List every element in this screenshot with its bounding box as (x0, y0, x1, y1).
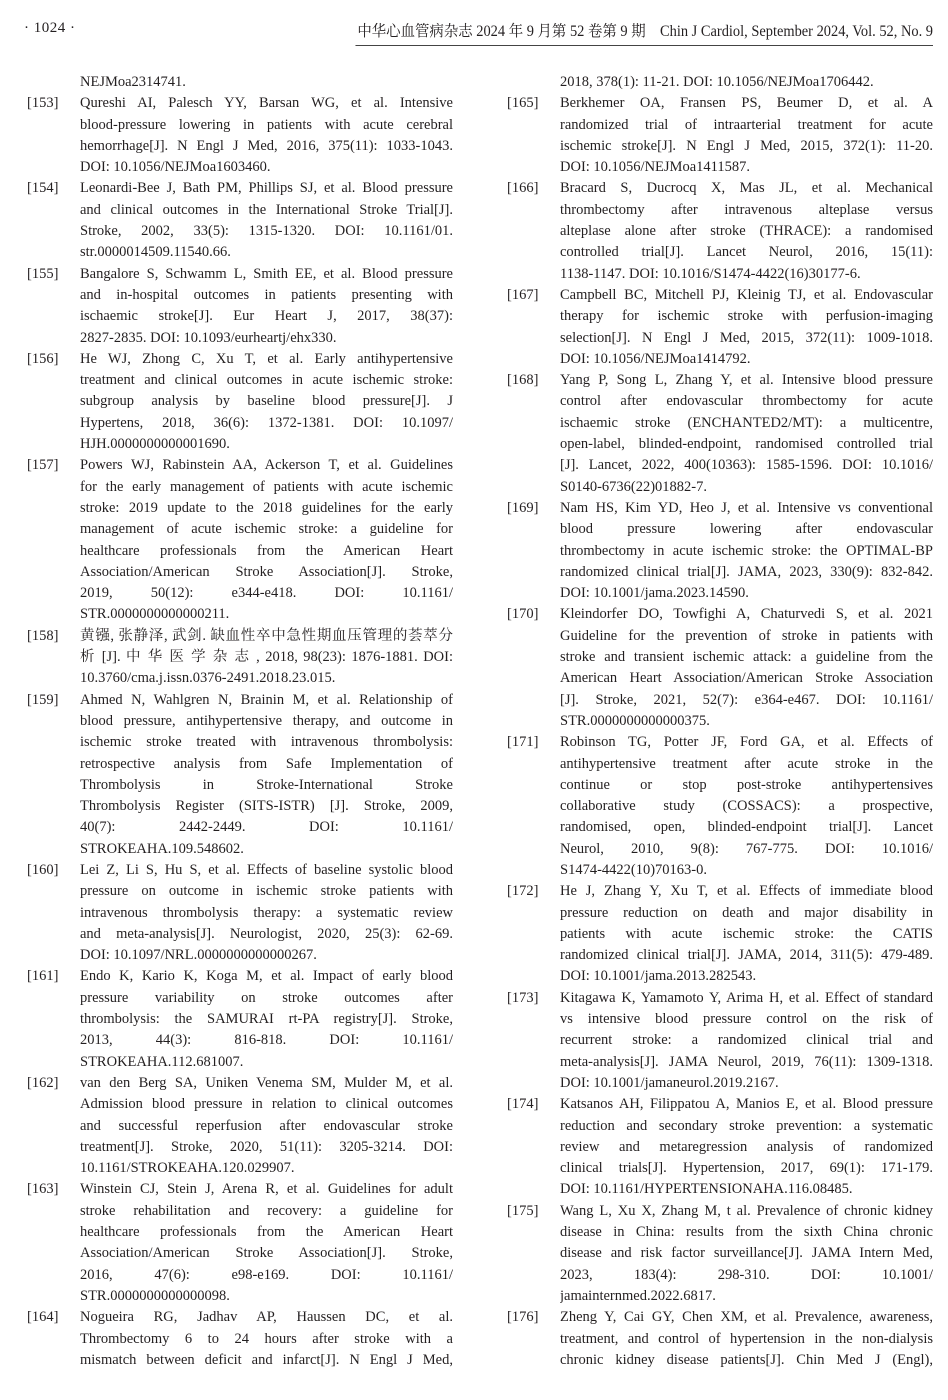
reference-line: Wang L, Xu X, Zhang M, t al. Prevalence of chronic kidney (560, 1202, 933, 1219)
reference-item (507, 1307, 933, 1371)
reference-line: [J]. Stroke, 2021, 52(7): e364-e467. DOI: 10.1161/ (560, 691, 933, 708)
reference-line: STR.0000000000000098. (80, 1287, 230, 1304)
reference-line: randomized clinical trial[J]. JAMA, 2014, 311(5): 479-489. (560, 947, 933, 964)
reference-number: [162] (27, 1074, 59, 1091)
reference-line: treatment and clinical outcomes in acute ischemic stroke: (80, 372, 453, 389)
reference-line: randomized trial of intraarterial treatment for acute (560, 116, 933, 133)
reference-text (560, 1201, 933, 1307)
reference-number: [160] (27, 861, 59, 878)
reference-line: 析 [J]. 中 华 医 学 杂 志 , 2018, 98(23): 1876-1881. DOI: (80, 649, 453, 666)
reference-line: DOI: 10.1097/NRL.0000000000000267. (80, 947, 317, 964)
reference-number: [154] (27, 180, 59, 197)
reference-line: DOI: 10.1161/HYPERTENSIONAHA.116.08485. (560, 1181, 853, 1198)
reference-line: Katsanos AH, Filippatou A, Manios E, et al. Blood pressure (560, 1096, 933, 1113)
reference-line: 黄镪, 张静泽, 武剑. 缺血性卒中急性期血压管理的荟萃分 (80, 627, 453, 644)
reference-item (27, 690, 453, 860)
reference-line: pressure variability on stroke outcomes after (80, 989, 453, 1006)
reference-line: treatment, and control of hypertension in the non-dialysis (560, 1330, 933, 1347)
reference-line: jamainternmed.2022.6817. (560, 1287, 716, 1304)
running-header-journal: 中华心血管病杂志 2024 年 9 月第 52 卷第 9 期 Chin J Cardiol, September 2024, Vol. 52, No. 9 (355, 19, 933, 46)
reference-item (27, 1179, 453, 1307)
reference-line: 2013, 44(3): 816-818. DOI: 10.1161/ (80, 1032, 453, 1049)
reference-item (507, 93, 933, 178)
reference-line: 2018, 378(1): 11-21. DOI: 10.1056/NEJMoa1706442. (560, 74, 874, 90)
reference-line: STR.0000000000000375. (560, 712, 710, 729)
reference-number: [172] (507, 883, 539, 900)
reference-item (507, 988, 933, 1094)
reference-line: ischemic stroke treated with intravenous thrombolysis: (80, 734, 453, 751)
reference-text (80, 1073, 453, 1179)
reference-line: 10.3760/cma.j.issn.0376-2491.2018.23.015. (80, 670, 336, 687)
reference-text (80, 93, 453, 178)
reference-line: STROKEAHA.112.681007. (80, 1053, 244, 1070)
reference-line: Stroke, 2002, 33(5): 1315-1320. DOI: 10.1161/01. (80, 223, 453, 240)
reference-line: ischemic stroke[J]. N Engl J Med, 2015, 372(1): 11-20. (560, 137, 933, 154)
reference-item (27, 264, 453, 349)
reference-line: reduction and secondary stroke prevention: a systematic (560, 1117, 933, 1134)
reference-column-right (507, 72, 933, 1371)
reference-number: [165] (507, 95, 539, 112)
reference-line: healthcare professionals from the American Heart (80, 542, 453, 559)
reference-text (80, 860, 453, 966)
reference-line: STR.0000000000000211. (80, 606, 230, 623)
reference-item (507, 178, 933, 284)
reference-number: [170] (507, 606, 539, 623)
reference-line: str.0000014509.11540.66. (80, 244, 231, 261)
reference-line: Association/American Stroke Association[J]. Stroke, (80, 1245, 453, 1262)
reference-line: thrombectomy in acute ischemic stroke: the OPTIMAL-BP (560, 542, 933, 559)
reference-line: DOI: 10.1001/jamaneurol.2019.2167. (560, 1074, 779, 1091)
reference-line: 2827-2835. DOI: 10.1093/eurheartj/ehx330. (80, 329, 337, 346)
reference-number: [156] (27, 350, 59, 367)
reference-item (27, 966, 453, 1072)
reference-line: Robinson TG, Potter JF, Ford GA, et al. Effects of (560, 734, 933, 751)
reference-line: DOI: 10.1056/NEJMoa1603460. (80, 159, 271, 176)
reference-text (80, 690, 453, 860)
reference-number: [159] (27, 691, 59, 708)
reference-line: He WJ, Zhong C, Xu T, et al. Early antihypertensive (80, 350, 453, 367)
reference-number: [173] (507, 989, 539, 1006)
reference-line: mismatch between deficit and infarct[J]. N Engl J Med, (80, 1351, 453, 1368)
reference-line: DOI: 10.1001/jama.2013.282543. (560, 968, 757, 985)
reference-line: open-label, blinded-endpoint, randomised controlled trial (560, 436, 933, 453)
reference-number: [175] (507, 1202, 539, 1219)
reference-line: Guideline for the prevention of stroke in patients with (560, 627, 933, 644)
reference-line: selection[J]. N Engl J Med, 2015, 372(11): 1009-1018. (560, 329, 933, 346)
reference-line: patients with acute ischemic stroke: the CATIS (560, 925, 933, 942)
reference-text (80, 178, 453, 263)
reference-item (507, 604, 933, 732)
reference-number: [168] (507, 372, 539, 389)
reference-line: continue or stop post-stroke antihypertensives (560, 776, 933, 793)
reference-line: treatment[J]. Stroke, 2020, 51(11): 3205-3214. DOI: (80, 1138, 453, 1155)
reference-item (27, 1073, 453, 1179)
reference-line: Thrombolysis Register (SITS-ISTR) [J]. Stroke, 2009, (80, 798, 453, 815)
reference-continuation (507, 72, 933, 93)
reference-line: Bracard S, Ducrocq X, Mas JL, et al. Mechanical (560, 180, 933, 197)
reference-line: S1474-4422(10)70163-0. (560, 861, 708, 878)
reference-number: [171] (507, 734, 539, 751)
reference-line: Berkhemer OA, Fransen PS, Beumer D, et al. A (560, 95, 933, 112)
reference-item (507, 732, 933, 881)
reference-line: disease in China: results from the sixth China chronic (560, 1224, 933, 1241)
reference-line: Leonardi-Bee J, Bath PM, Phillips SJ, et al. Blood pressure (80, 180, 453, 197)
reference-line: control after endovascular thrombectomy for acute (560, 393, 933, 410)
page-number: · 1024 · (24, 20, 76, 36)
reference-line: for the early management of patients with acute ischemic (80, 478, 453, 495)
reference-text (560, 881, 933, 987)
reference-text (560, 498, 933, 604)
reference-line: pressure on outcome in ischemic stroke patients with (80, 883, 453, 900)
reference-number: [169] (507, 499, 539, 516)
reference-line: American Heart Association/American Stroke Association (560, 670, 933, 687)
reference-item (27, 1307, 453, 1371)
reference-text (560, 988, 933, 1094)
reference-text (80, 72, 453, 93)
reference-item (507, 881, 933, 987)
reference-text (80, 349, 453, 455)
reference-number: [155] (27, 265, 59, 282)
reference-number: [167] (507, 286, 539, 303)
reference-line: blood-pressure lowering in patients with acute cerebral (80, 116, 453, 133)
reference-line: Yang P, Song L, Zhang Y, et al. Intensive blood pressure (560, 372, 933, 389)
reference-line: review and metaregression analysis of randomized (560, 1138, 933, 1155)
reference-line: [J]. Lancet, 2022, 400(10363): 1585-1596. DOI: 10.1016/ (560, 457, 933, 474)
reference-number: [153] (27, 95, 59, 112)
reference-line: intravenous thrombolysis therapy: a systematic review (80, 904, 453, 921)
reference-line: vs intensive blood pressure control on the risk of (560, 1011, 933, 1028)
reference-line: randomised, open, blinded-endpoint trial[J]. Lancet (560, 819, 933, 836)
reference-line: Nogueira RG, Jadhav AP, Haussen DC, et al. (80, 1309, 453, 1326)
reference-number (27, 72, 80, 93)
reference-line: Thrombectomy 6 to 24 hours after stroke with a (80, 1330, 453, 1347)
reference-text (560, 178, 933, 284)
reference-text (560, 72, 933, 93)
reference-line: Kleindorfer DO, Towfighi A, Chaturvedi S, et al. 2021 (560, 606, 933, 623)
reference-line: HJH.0000000000001690. (80, 436, 230, 453)
reference-line: thrombolysis: the SAMURAI rt-PA registry[J]. Stroke, (80, 1011, 453, 1028)
reference-line: Ahmed N, Wahlgren N, Brainin M, et al. Relationship of (80, 691, 453, 708)
reference-continuation (27, 72, 453, 93)
reference-item (27, 178, 453, 263)
reference-text (80, 626, 453, 690)
reference-text (560, 1094, 933, 1200)
reference-item (507, 1094, 933, 1200)
reference-line: Endo K, Kario K, Koga M, et al. Impact of early blood (80, 968, 453, 985)
reference-line: 40(7): 2442-2449. DOI: 10.1161/ (80, 819, 453, 836)
reference-line: retrospective analysis from Safe Implementation of (80, 755, 453, 772)
reference-number: [157] (27, 457, 59, 474)
reference-item (507, 285, 933, 370)
reference-line: Zheng Y, Cai GY, Chen XM, et al. Prevalence, awareness, (560, 1309, 933, 1326)
reference-line: 2016, 47(6): e98-e169. DOI: 10.1161/ (80, 1266, 453, 1283)
reference-line: DOI: 10.1056/NEJMoa1414792. (560, 350, 751, 367)
reference-text (80, 1179, 453, 1307)
reference-line: stroke: 2019 update to the 2018 guidelines for the early (80, 499, 453, 516)
reference-line: collaborative study (COSSACS): a prospective, (560, 798, 933, 815)
reference-column-left (27, 72, 453, 1371)
reference-item (507, 498, 933, 604)
reference-line: Hypertens, 2018, 36(6): 1372-1381. DOI: 10.1097/ (80, 414, 453, 431)
reference-number (507, 72, 560, 93)
reference-text (80, 264, 453, 349)
reference-number: [166] (507, 180, 539, 197)
reference-line: and successful reperfusion after endovascular stroke (80, 1117, 453, 1134)
reference-line: stroke rehabilitation and recovery: a guideline for (80, 1202, 453, 1219)
reference-line: ischaemic stroke (ENCHANTED2/MT): a multicentre, (560, 414, 933, 431)
reference-line: Qureshi AI, Palesch YY, Barsan WG, et al. Intensive (80, 95, 453, 112)
reference-text (80, 1307, 453, 1371)
reference-line: thrombectomy after intravenous alteplase versus (560, 201, 933, 218)
reference-line: Thrombolysis in Stroke-International Stroke (80, 776, 453, 793)
reference-line: S0140-6736(22)01882-7. (560, 478, 708, 495)
reference-text (560, 732, 933, 881)
reference-number: [164] (27, 1309, 59, 1326)
reference-line: and meta-analysis[J]. Neurologist, 2020, 25(3): 62-69. (80, 925, 453, 942)
reference-line: subgroup analysis by baseline blood pressure[J]. J (80, 393, 453, 410)
reference-line: He J, Zhang Y, Xu T, et al. Effects of immediate blood (560, 883, 933, 900)
reference-line: DOI: 10.1001/jama.2023.14590. (560, 585, 749, 602)
reference-item (27, 455, 453, 625)
reference-text (560, 285, 933, 370)
reference-number: [163] (27, 1181, 59, 1198)
reference-line: meta-analysis[J]. JAMA Neurol, 2019, 76(11): 1309-1318. (560, 1053, 933, 1070)
reference-line: disease and risk factor surveillance[J]. JAMA Intern Med, (560, 1245, 933, 1262)
reference-line: randomized clinical trial[J]. JAMA, 2023, 330(9): 832-842. (560, 563, 933, 580)
reference-number: [174] (507, 1096, 539, 1113)
reference-line: and clinical outcomes in the International Stroke Trial[J]. (80, 201, 453, 218)
reference-text (560, 604, 933, 732)
reference-line: ischaemic stroke[J]. Eur Heart J, 2017, 38(37): (80, 308, 453, 325)
reference-line: 2023, 183(4): 298-310. DOI: 10.1001/ (560, 1266, 933, 1283)
reference-line: blood pressure lowering after endovascular (560, 521, 933, 538)
reference-line: blood pressure, antihypertensive therapy, and outcome in (80, 712, 453, 729)
reference-text (560, 93, 933, 178)
reference-item (27, 93, 453, 178)
reference-line: management of acute ischemic stroke: a guideline for (80, 521, 453, 538)
reference-text (560, 1307, 933, 1371)
reference-line: stroke and transient ischemic attack: a guideline from the (560, 649, 933, 666)
reference-item (27, 349, 453, 455)
reference-item (507, 1201, 933, 1307)
reference-line: van den Berg SA, Uniken Venema SM, Mulder M, et al. (80, 1074, 453, 1091)
reference-line: Lei Z, Li S, Hu S, et al. Effects of baseline systolic blood (80, 861, 453, 878)
reference-line: alteplase alone after stroke (THRACE): a randomised (560, 223, 933, 240)
reference-line: hemorrhage[J]. N Engl J Med, 2016, 375(11): 1033-1043. (80, 137, 453, 154)
reference-line: Bangalore S, Schwamm L, Smith EE, et al. Blood pressure (80, 265, 453, 282)
reference-line: Kitagawa K, Yamamoto Y, Arima H, et al. Effect of standard (560, 989, 933, 1006)
reference-line: 10.1161/STROKEAHA.120.029907. (80, 1160, 295, 1177)
reference-line: recurrent stroke: a randomized clinical trial and (560, 1032, 933, 1049)
reference-line: STROKEAHA.109.548602. (80, 840, 244, 857)
reference-item (27, 860, 453, 966)
reference-number: [161] (27, 968, 59, 985)
reference-line: healthcare professionals from the American Heart (80, 1224, 453, 1241)
reference-line: Winstein CJ, Stein J, Arena R, et al. Guidelines for adult (80, 1181, 453, 1198)
reference-line: Campbell BC, Mitchell PJ, Kleinig TJ, et al. Endovascular (560, 286, 933, 303)
reference-line: controlled trial[J]. Lancet Neurol, 2016, 15(11): (560, 244, 933, 261)
reference-line: clinical trials[J]. Hypertension, 2017, 69(1): 171-179. (560, 1160, 933, 1177)
reference-line: DOI: 10.1056/NEJMoa1411587. (560, 159, 750, 176)
reference-item (507, 370, 933, 498)
reference-line: Association/American Stroke Association[J]. Stroke, (80, 563, 453, 580)
reference-line: Admission blood pressure in relation to clinical outcomes (80, 1096, 453, 1113)
reference-line: chronic kidney disease patients[J]. Chin Med J (Engl), (560, 1351, 933, 1368)
reference-line: Powers WJ, Rabinstein AA, Ackerson T, et al. Guidelines (80, 457, 453, 474)
reference-line: and in-hospital outcomes in patients presenting with (80, 286, 453, 303)
reference-item (27, 626, 453, 690)
reference-line: antihypertensive treatment after acute stroke in the (560, 755, 933, 772)
reference-number: [158] (27, 627, 59, 644)
reference-line: therapy for ischemic stroke with perfusion-imaging (560, 308, 933, 325)
reference-number: [176] (507, 1309, 539, 1326)
reference-line: 1138-1147. DOI: 10.1016/S1474-4422(16)30177-6. (560, 265, 861, 282)
reference-line: Nam HS, Kim YD, Heo J, et al. Intensive vs conventional (560, 499, 933, 516)
reference-line: NEJMoa2314741. (80, 74, 186, 90)
reference-line: Neurol, 2010, 9(8): 767-775. DOI: 10.1016/ (560, 840, 933, 857)
reference-text (80, 455, 453, 625)
reference-line: 2019, 50(12): e344-e418. DOI: 10.1161/ (80, 585, 453, 602)
reference-text (560, 370, 933, 498)
reference-text (80, 966, 453, 1072)
reference-line: pressure reduction on death and major disability in (560, 904, 933, 921)
